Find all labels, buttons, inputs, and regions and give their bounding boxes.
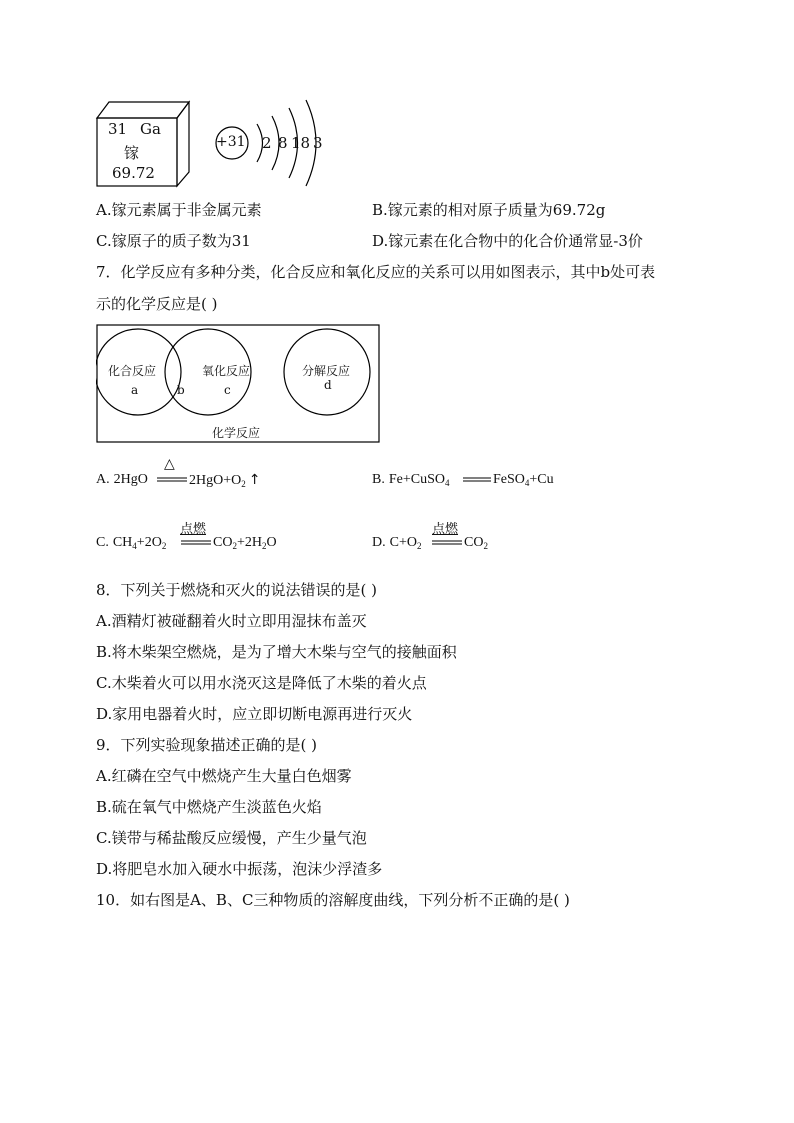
q9-option-d: D.将肥皂水加入硬水中振荡，泡沫少浮渣多: [96, 860, 383, 878]
venn-circle2-label: 氧化反应: [202, 364, 251, 378]
q7-b-equal-sign: [463, 477, 491, 483]
q7-option-c: C. $CH_4+2O_2$: [96, 535, 167, 551]
shell-3-electrons: 18: [291, 134, 311, 152]
q10-stem: 10．如右图是A、B、C三种物质的溶解度曲线，下列分析不正确的是( ): [96, 891, 570, 909]
q7-a-equal-sign: [157, 477, 187, 483]
q9-option-c: C.镁带与稀盐酸反应缓慢，产生少量气泡: [96, 829, 367, 847]
q7-option-b-product: FeSO$_4$+Cu: [493, 472, 554, 488]
q7-c-equal-sign: [181, 540, 211, 546]
element-number: 31: [108, 120, 128, 138]
q7-option-a-product: $2HgO+O_2$ ↑: [189, 472, 261, 489]
q8-stem: 8．下列关于燃烧和灭火的说法错误的是( ): [96, 581, 378, 599]
q7-option-d-product: $CO_2$: [464, 535, 488, 551]
q7-d-condition: 点燃: [432, 522, 459, 537]
q6-option-d: D.镓元素在化合物中的化合价通常显-3价: [372, 232, 643, 250]
venn-circle3-label: 分解反应: [302, 364, 351, 378]
q7-d-equal-sign: [432, 540, 462, 546]
venn-circle1-letter: a: [131, 383, 139, 397]
q7-option-d: D. $C+O_2$: [372, 535, 422, 551]
shell-1-electrons: 2: [262, 134, 272, 152]
q9-option-b: B.硫在氧气中燃烧产生淡蓝色火焰: [96, 798, 322, 816]
venn-outer-label: 化学反应: [212, 426, 261, 440]
q9-option-a: A.红磷在空气中燃烧产生大量白色烟雾: [96, 767, 352, 785]
q7-stem-line1: 7．化学反应有多种分类，化合反应和氧化反应的关系可以用如图表示，其中b处可表: [96, 263, 656, 281]
q7-a-condition: △: [164, 456, 175, 472]
element-symbol: Ga: [140, 120, 161, 138]
nucleus-charge: +31: [216, 134, 246, 150]
q8-option-b: B.将木柴架空燃烧，是为了增大木柴与空气的接触面积: [96, 643, 457, 661]
q7-option-a: A. 2HgO: [96, 472, 148, 487]
element-mass: 69.72: [112, 164, 155, 182]
q8-option-d: D.家用电器着火时，应立即切断电源再进行灭火: [96, 705, 413, 723]
q6-option-b: B.镓元素的相对原子质量为69.72g: [372, 201, 606, 219]
q8-option-c: C.木柴着火可以用水浇灭这是降低了木柴的着火点: [96, 674, 427, 692]
q9-stem: 9．下列实验现象描述正确的是( ): [96, 736, 318, 754]
q7-stem-line2: 示的化学反应是( ): [96, 295, 218, 313]
shell-2-electrons: 8: [278, 134, 288, 152]
q7-option-b: B. Fe+CuSO$_4$: [372, 472, 450, 488]
q7-c-condition: 点燃: [180, 522, 207, 537]
venn-circle3-letter: d: [324, 378, 332, 392]
q7-option-c-product: $CO_2+2H_2O$: [213, 535, 277, 551]
venn-overlap-letter: b: [177, 383, 185, 397]
element-name: 镓: [124, 144, 140, 162]
shell-4-electrons: 3: [313, 134, 323, 152]
q8-option-a: A.酒精灯被碰翻着火时立即用湿抹布盖灭: [96, 612, 367, 630]
q6-option-a: A.镓元素属于非金属元素: [96, 201, 262, 219]
q6-option-c: C.镓原子的质子数为31: [96, 232, 251, 250]
venn-circle2-letter: c: [224, 383, 231, 397]
venn-circle1-label: 化合反应: [108, 364, 157, 378]
